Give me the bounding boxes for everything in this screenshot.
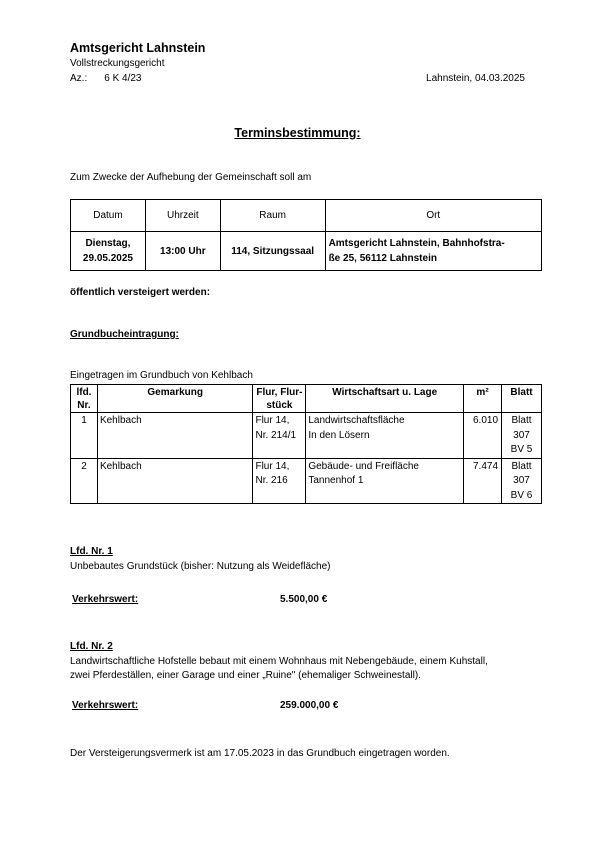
header-flur xyxy=(253,385,306,413)
cell-line: Flur 14, xyxy=(255,460,290,472)
land-register-table xyxy=(70,384,542,504)
appointment-date-line: Dienstag, xyxy=(85,238,131,249)
cell-line: Landwirtschaftsfläche xyxy=(308,415,405,426)
header-line: stück xyxy=(266,400,293,411)
item-2-description-line-2: zwei Pferdeställen, einer Garage und einer „Ruine" (ehemaliger Schweinestall). xyxy=(70,670,421,681)
cell-line: BV 5 xyxy=(510,444,533,455)
cell-blatt xyxy=(502,413,542,459)
table-row xyxy=(71,458,542,504)
item-1-description: Unbebautes Grundstück (bisher: Nutzung als Weidefläche) xyxy=(70,561,331,572)
court-name: Amtsgericht Lahnstein xyxy=(70,41,206,55)
cell-blatt xyxy=(502,458,542,504)
intro-text: Zum Zwecke der Aufhebung der Gemeinschaft soll am xyxy=(70,172,312,183)
header-ort: Ort xyxy=(325,200,541,232)
cell-line: Tannenhof 1 xyxy=(308,475,364,486)
cell-line: Blatt xyxy=(511,415,532,426)
cell-line: Nr. 216 xyxy=(255,475,288,486)
footer-note: Der Versteigerungsvermerk ist am 17.05.2023 in das Grundbuch eingetragen worden. xyxy=(70,748,450,759)
header-line: Nr. xyxy=(77,400,91,411)
cell-flur xyxy=(253,413,306,459)
cell-nr: 1 xyxy=(71,413,98,459)
appointment-place-line: ße 25, 56112 Lahnstein xyxy=(328,253,437,264)
item-1-value: 5.500,00 € xyxy=(280,594,328,605)
cell-line: Gebäude- und Freifläche xyxy=(308,460,419,472)
header-gemarkung: Gemarkung xyxy=(97,385,253,413)
auction-statement: öffentlich versteigert werden: xyxy=(70,287,211,298)
cell-nr: 2 xyxy=(71,458,98,504)
land-register-location: Eingetragen im Grundbuch von Kehlbach xyxy=(70,370,253,381)
header-raum: Raum xyxy=(220,200,325,232)
cell-line: In den Lösern xyxy=(308,429,370,441)
item-1-value-label: Verkehrswert: xyxy=(72,594,139,605)
appointment-date-line: 29.05.2025 xyxy=(82,253,133,264)
cell-line: Blatt xyxy=(511,460,532,472)
place-date: Lahnstein, 04.03.2025 xyxy=(426,73,525,84)
land-register-heading: Grundbucheintragung: xyxy=(70,329,179,340)
cell-flur xyxy=(253,458,306,504)
appointment-table xyxy=(70,199,542,271)
case-number-value: 6 K 4/23 xyxy=(104,73,142,84)
item-2-value: 259.000,00 € xyxy=(280,700,339,711)
land-register-header-row xyxy=(71,385,542,413)
item-2-description-line-1: Landwirtschaftliche Hofstelle bebaut mit einem Wohnhaus mit Nebengebäude, einem Kuhstall, xyxy=(70,656,488,667)
item-2-heading: Lfd. Nr. 2 xyxy=(70,641,113,652)
appointment-room: 114, Sitzungssaal xyxy=(220,232,325,271)
item-1-heading: Lfd. Nr. 1 xyxy=(70,546,113,557)
header-uhrzeit: Uhrzeit xyxy=(145,200,220,232)
cell-area: 7.474 xyxy=(464,458,502,504)
header-wirtschaftsart: Wirtschaftsart u. Lage xyxy=(306,385,464,413)
table-row xyxy=(71,413,542,459)
cell-gemarkung: Kehlbach xyxy=(97,458,253,504)
header-datum: Datum xyxy=(71,200,146,232)
item-2-value-label: Verkehrswert: xyxy=(72,700,139,711)
header-area: m² xyxy=(464,385,502,413)
appointment-place xyxy=(325,232,541,271)
cell-line: 307 xyxy=(513,475,530,486)
document-title: Terminsbestimmung: xyxy=(234,126,361,140)
cell-wirtschaftsart xyxy=(306,413,464,459)
appointment-date xyxy=(71,232,146,271)
cell-wirtschaftsart xyxy=(306,458,464,504)
cell-gemarkung: Kehlbach xyxy=(97,413,253,459)
appointment-header-row xyxy=(71,200,542,232)
header-lfd-nr xyxy=(71,385,98,413)
court-department: Vollstreckungsgericht xyxy=(70,58,165,69)
header-blatt: Blatt xyxy=(502,385,542,413)
header-line: Flur, Flur- xyxy=(256,387,303,398)
cell-line: Nr. 214/1 xyxy=(255,429,297,441)
cell-area: 6.010 xyxy=(464,413,502,459)
cell-line: 307 xyxy=(513,429,530,441)
appointment-data-row xyxy=(71,232,542,271)
appointment-place-line: Amtsgericht Lahnstein, Bahnhofstra- xyxy=(328,238,505,249)
header-line: lfd. xyxy=(76,387,92,398)
appointment-time: 13:00 Uhr xyxy=(145,232,220,271)
cell-line: Flur 14, xyxy=(255,415,290,426)
case-number-label: Az.: xyxy=(70,73,88,84)
cell-line: BV 6 xyxy=(510,489,533,501)
